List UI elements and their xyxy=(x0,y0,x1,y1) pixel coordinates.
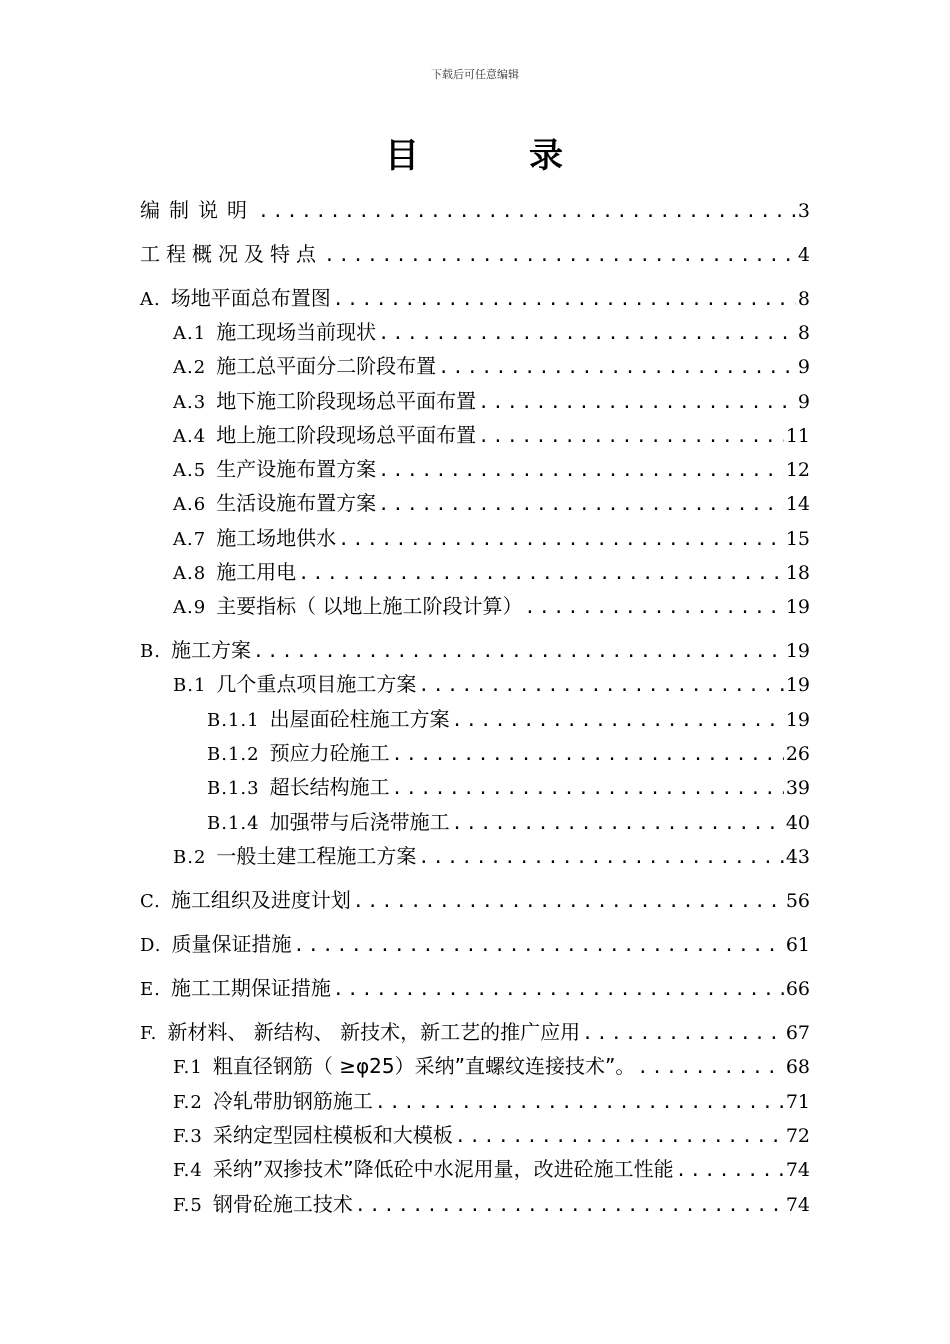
toc-dot-leader xyxy=(452,809,784,839)
toc-page-number: 18 xyxy=(785,562,810,584)
toc-entry[interactable] xyxy=(140,973,810,1003)
toc-dot-leader xyxy=(378,319,796,349)
toc-entry-text: 地上施工阶段现场总平面布置 xyxy=(216,423,477,447)
toc-entry-text: 出屋面砼柱施工方案 xyxy=(269,707,450,731)
toc-entry-text: 主要指标（ 以地上施工阶段计算） xyxy=(216,594,523,618)
toc-entry-text: 加强带与后浇带施工 xyxy=(269,810,450,834)
toc-entry-label xyxy=(173,1086,373,1118)
toc-page-number: 67 xyxy=(785,1022,810,1044)
toc-entry[interactable] xyxy=(173,386,810,416)
toc-entry[interactable] xyxy=(207,738,810,768)
toc-entry-label xyxy=(173,454,376,486)
toc-entry-label xyxy=(173,557,296,589)
toc-page-number: 14 xyxy=(785,493,810,515)
toc-entry-text: 施工场地供水 xyxy=(216,526,337,550)
toc-entry-code: A.5 xyxy=(173,460,207,481)
toc-entry-label xyxy=(173,386,476,418)
header-note: 下载后可任意编辑 xyxy=(431,68,519,81)
toc-entry-text: 预应力砼施工 xyxy=(269,741,390,765)
toc-entry-text: 钢骨砼施工技术 xyxy=(212,1192,353,1216)
toc-dot-leader xyxy=(676,1156,784,1186)
toc-dot-leader xyxy=(333,285,796,315)
toc-entry-label xyxy=(140,635,251,667)
toc-entry[interactable] xyxy=(173,1154,810,1184)
toc-entry[interactable] xyxy=(173,841,810,871)
toc-entry-label xyxy=(140,283,331,315)
toc-page-number: 74 xyxy=(785,1194,810,1216)
toc-page-number: 40 xyxy=(785,812,810,834)
toc-entry-label xyxy=(140,239,322,269)
toc-entry[interactable] xyxy=(140,195,810,225)
toc-dot-leader xyxy=(338,525,784,555)
toc-entry-label xyxy=(140,885,351,917)
toc-entry-label xyxy=(173,420,476,452)
toc-page-number: 19 xyxy=(785,674,810,696)
toc-entry-label xyxy=(173,1154,674,1186)
toc-entry-text: 冷轧带肋钢筋施工 xyxy=(212,1089,373,1113)
toc-entry-label xyxy=(173,1120,453,1152)
toc-dot-leader xyxy=(253,637,784,667)
toc-entry-text: 施工用电 xyxy=(216,560,297,584)
toc-page-number: 56 xyxy=(785,890,810,912)
toc-entry-text: 施工工期保证措施 xyxy=(170,976,331,1000)
toc-entry-label xyxy=(207,807,450,839)
toc-entry-text: 施工总平面分二阶段布置 xyxy=(216,354,437,378)
toc-dot-leader xyxy=(418,843,783,873)
toc-entry-label xyxy=(140,1017,580,1049)
toc-dot-leader xyxy=(324,241,796,271)
toc-page-number: 74 xyxy=(785,1159,810,1181)
toc-entry-code: B.1.3 xyxy=(207,778,260,799)
toc-entry[interactable] xyxy=(173,591,810,621)
toc-page-number: 9 xyxy=(797,356,810,378)
toc-dot-leader xyxy=(392,774,784,804)
toc-entry-label xyxy=(173,351,436,383)
toc-dot-leader xyxy=(355,1191,784,1221)
toc-entry-code: A.9 xyxy=(173,597,207,618)
toc-entry-code: A.2 xyxy=(173,357,207,378)
toc-page-number: 9 xyxy=(797,391,810,413)
toc-entry[interactable] xyxy=(140,1017,810,1047)
toc-entry[interactable] xyxy=(173,557,810,587)
toc-entry[interactable] xyxy=(173,1189,810,1219)
toc-page-number: 71 xyxy=(785,1091,810,1113)
toc-entry-text: 超长结构施工 xyxy=(269,775,390,799)
toc-page-number: 19 xyxy=(785,709,810,731)
toc-entry-label xyxy=(140,195,256,225)
toc-entry-text: 几个重点项目施工方案 xyxy=(216,672,417,696)
toc-entry-text: 生产设施布置方案 xyxy=(216,457,377,481)
toc-dot-leader xyxy=(378,490,784,520)
toc-entry[interactable] xyxy=(207,772,810,802)
toc-entry-code: A.7 xyxy=(173,529,207,550)
toc-entry-text: 采纳”双掺技术”降低砼中水泥用量，改进砼施工性能 xyxy=(212,1157,674,1181)
toc-dot-leader xyxy=(418,671,783,701)
toc-entry-code: E. xyxy=(140,979,161,1000)
toc-entry-label xyxy=(140,973,331,1005)
toc-entry-label xyxy=(173,669,416,701)
toc-entry-text: 施工方案 xyxy=(170,638,251,662)
toc-page-number: 12 xyxy=(785,459,810,481)
toc-entry-label xyxy=(173,1051,635,1083)
toc-entry-code: A.1 xyxy=(173,323,207,344)
toc-entry-code: F.5 xyxy=(173,1195,203,1216)
toc-dot-leader xyxy=(582,1019,784,1049)
toc-dot-leader xyxy=(298,559,784,589)
toc-page-number: 66 xyxy=(785,978,810,1000)
toc-entry[interactable] xyxy=(207,807,810,837)
toc-entry-code: D. xyxy=(140,935,162,956)
toc-dot-leader xyxy=(333,975,784,1005)
toc-entry[interactable] xyxy=(173,523,810,553)
toc-entry-text: 编制说明 xyxy=(140,198,256,222)
toc-entry[interactable] xyxy=(207,704,810,734)
toc-entry-text: 粗直径钢筋（ ≥φ25）采纳”直螺纹连接技术”。 xyxy=(212,1054,636,1078)
title-left-char: 目 xyxy=(385,136,421,176)
toc-page-number: 11 xyxy=(785,425,810,447)
toc-dot-leader xyxy=(525,593,784,623)
toc-page-number: 8 xyxy=(797,288,810,310)
toc-entry-code: B.1 xyxy=(173,675,207,696)
toc-dot-leader xyxy=(637,1053,783,1083)
toc-entry[interactable] xyxy=(173,488,810,518)
toc-dot-leader xyxy=(455,1122,784,1152)
toc-entry-label xyxy=(207,704,450,736)
toc-entry-label xyxy=(140,929,292,961)
toc-entry-text: 采纳定型园柱模板和大模板 xyxy=(212,1123,453,1147)
toc-page-number: 72 xyxy=(785,1125,810,1147)
title-right-char: 录 xyxy=(529,136,565,176)
toc-dot-leader xyxy=(378,456,784,486)
toc-page-number: 4 xyxy=(797,244,810,266)
toc-entry[interactable] xyxy=(173,454,810,484)
toc-dot-leader xyxy=(452,706,784,736)
toc-dot-leader xyxy=(258,197,796,227)
toc-entry-code: A.8 xyxy=(173,563,207,584)
toc-entry-text: 新材料、 新结构、 新技术，新工艺的推广应用 xyxy=(167,1020,581,1044)
toc-entry-code: F.2 xyxy=(173,1092,203,1113)
toc-entry-code: F. xyxy=(140,1023,158,1044)
toc-entry-code: B. xyxy=(140,641,161,662)
toc-entry[interactable] xyxy=(173,1120,810,1150)
toc-page-number: 19 xyxy=(785,640,810,662)
toc-entry-code: F.4 xyxy=(173,1160,203,1181)
toc-entry-label xyxy=(173,523,336,555)
toc-page-number: 43 xyxy=(785,846,810,868)
toc-entry-text: 地下施工阶段现场总平面布置 xyxy=(216,389,477,413)
toc-entry-code: B.1.2 xyxy=(207,744,260,765)
toc-entry-label xyxy=(173,488,376,520)
toc-entry-label xyxy=(173,591,523,623)
toc-entry[interactable] xyxy=(173,669,810,699)
toc-entry-label xyxy=(207,738,390,770)
toc-entry[interactable] xyxy=(173,1051,810,1081)
toc-dot-leader xyxy=(478,422,784,452)
toc-dot-leader xyxy=(294,931,784,961)
toc-dot-leader xyxy=(375,1088,784,1118)
toc-page-number: 61 xyxy=(785,934,810,956)
toc-entry[interactable] xyxy=(140,239,810,269)
toc-entry-text: 工程概况及特点 xyxy=(140,242,322,266)
toc-entry-label xyxy=(207,772,390,804)
toc-page-number: 3 xyxy=(797,200,810,222)
toc-dot-leader xyxy=(392,740,784,770)
toc-entry-text: 施工现场当前现状 xyxy=(216,320,377,344)
toc-page-number: 15 xyxy=(785,528,810,550)
toc-entry-text: 质量保证措施 xyxy=(171,932,292,956)
toc-entry-code: B.1.4 xyxy=(207,813,260,834)
toc-entry[interactable] xyxy=(173,1086,810,1116)
toc-entry-text: 生活设施布置方案 xyxy=(216,491,377,515)
toc-entry-label xyxy=(173,1189,353,1221)
toc-entry-code: A.6 xyxy=(173,494,207,515)
toc-entry-code: A.3 xyxy=(173,392,207,413)
toc-entry[interactable] xyxy=(140,283,810,313)
toc-entry-text: 场地平面总布置图 xyxy=(170,286,331,310)
toc-page-number: 19 xyxy=(785,596,810,618)
toc-entry-code: A.4 xyxy=(173,426,207,447)
toc-entry-code: A. xyxy=(140,289,161,310)
toc-entry-code: B.2 xyxy=(173,847,207,868)
toc-dot-leader xyxy=(478,388,796,418)
page-title xyxy=(0,128,950,177)
toc-entry-code: B.1.1 xyxy=(207,710,260,731)
toc-entry-code: C. xyxy=(140,891,161,912)
toc-entry-label xyxy=(173,841,416,873)
toc-entry[interactable] xyxy=(140,635,810,665)
toc-entry[interactable] xyxy=(173,420,810,450)
toc-page-number: 26 xyxy=(785,743,810,765)
toc-dot-leader xyxy=(438,353,796,383)
toc-entry-label xyxy=(173,317,376,349)
toc-dot-leader xyxy=(353,887,784,917)
toc-entry[interactable] xyxy=(173,351,810,381)
toc-entry[interactable] xyxy=(173,317,810,347)
toc-entry-code: F.3 xyxy=(173,1126,203,1147)
toc-page-number: 68 xyxy=(785,1056,810,1078)
toc-entry[interactable] xyxy=(140,929,810,959)
toc-entry-code: F.1 xyxy=(173,1057,203,1078)
toc-page-number: 8 xyxy=(797,322,810,344)
toc-entry[interactable] xyxy=(140,885,810,915)
toc-page-number: 39 xyxy=(785,777,810,799)
toc-entry-text: 施工组织及进度计划 xyxy=(170,888,351,912)
toc-entry-text: 一般土建工程施工方案 xyxy=(216,844,417,868)
